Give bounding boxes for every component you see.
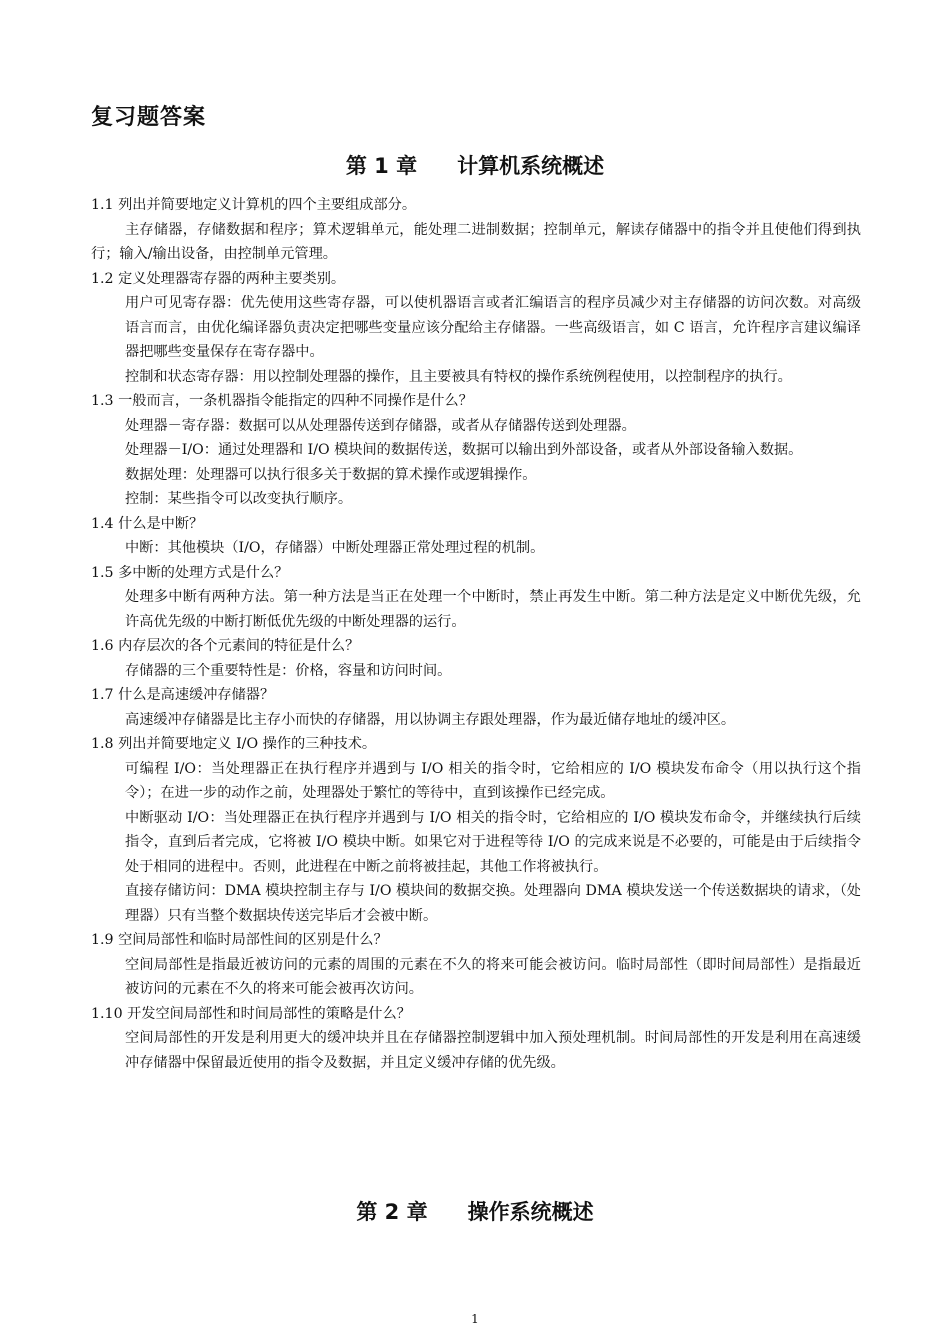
answer-paragraph: 存储器的三个重要特性是：价格，容量和访问时间。 <box>125 662 452 679</box>
qa-list <box>91 193 861 1075</box>
question: 1.9 空间局部性和临时局部性间的区别是什么？ <box>91 932 388 948</box>
chapter-1-heading <box>0 150 950 180</box>
question: 1.4 什么是中断？ <box>91 515 204 532</box>
answer-paragraph: 主存储器，存储数据和程序；算术逻辑单元，能处理二进制数据；控制单元，解读存储器中的指令并且使他们得到执行；输入/输出设备，由控制单元管理。 <box>91 221 861 262</box>
question: 1.10 开发空间局部性和时间局部性的策略是什么？ <box>91 1005 411 1022</box>
document-title: 复习题答案 <box>91 105 207 130</box>
question: 1.2 定义处理器寄存器的两种主要类别。 <box>91 270 346 287</box>
chapter-1-title: 计算机系统概述 <box>457 154 605 178</box>
answer-paragraph: 数据处理：处理器可以执行很多关于数据的算术操作或逻辑操作。 <box>125 466 537 483</box>
answer-paragraph: 直接存储访问：DMA 模块控制主存与 I/O 模块间的数据交换。处理器向 DMA 模块发送一个传送数据块的请求，（处理器）只有当整个数据块传送完毕后才会被中断。 <box>125 883 861 924</box>
question: 1.7 什么是高速缓冲存储器？ <box>91 687 275 703</box>
chapter-1-number: 第 1 章 <box>345 154 418 178</box>
answer-paragraph: 控制和状态寄存器：用以控制处理器的操作，且主要被具有特权的操作系统例程使用，以控制程序的执行。 <box>125 368 792 385</box>
chapter-2-title: 操作系统概述 <box>467 1200 594 1224</box>
answer-paragraph: 高速缓冲存储器是比主存小而快的存储器，用以协调主存跟处理器，作为最近储存地址的缓冲区。 <box>125 711 736 728</box>
page-number: 1 <box>471 1312 479 1326</box>
question: 1.6 内存层次的各个元素间的特征是什么？ <box>91 638 360 654</box>
answer-paragraph: 空间局部性是指最近被访问的元素的周围的元素在不久的将来可能会被访问。临时局部性（即时间局部性）是指最近被访问的元素在不久的将来可能会被再次访问。 <box>125 956 861 997</box>
answer-paragraph: 中断：其他模块（I/O，存储器）中断处理器正常处理过程的机制。 <box>125 540 545 556</box>
chapter-2-number: 第 2 章 <box>356 1200 428 1224</box>
question: 1.3 一般而言，一条机器指令能指定的四种不同操作是什么？ <box>91 393 473 409</box>
answer-paragraph: 空间局部性的开发是利用更大的缓冲块并且在存储器控制逻辑中加入预处理机制。时间局部性的开发是利用在高速缓冲存储器中保留最近使用的指令及数据，并且定义缓冲存储的优先级。 <box>125 1030 861 1071</box>
question: 1.1 列出并简要地定义计算机的四个主要组成部分。 <box>91 197 417 213</box>
question: 1.8 列出并简要地定义 I/O 操作的三种技术。 <box>91 736 377 752</box>
answer-paragraph: 可编程 I/O：当处理器正在执行程序并遇到与 I/O 相关的指令时，它给相应的 I/O 模块发布命令（用以执行这个指令）；在进一步的动作之前，处理器处于繁忙的等待中，直到该操作已经完成。 <box>125 760 861 801</box>
answer-paragraph: 中断驱动 I/O：当处理器正在执行程序并遇到与 I/O 相关的指令时，它给相应的 I/O 模块发布命令，并继续执行后续指令，直到后者完成，它将被 I/O 模块中断。如果它对于进程等待 I/O 的完成来说是不必要的，可能是由于后续指令处于相同的进程中。否则，此进程在中断之前将被挂起，其他工作将被执行。 <box>125 809 861 875</box>
question: 1.5 多中断的处理方式是什么？ <box>91 564 289 581</box>
answer-paragraph: 处理器－I/O：通过处理器和 I/O 模块间的数据传送，数据可以输出到外部设备，或者从外部设备输入数据。 <box>125 442 803 458</box>
chapter-2-heading <box>0 1196 950 1226</box>
answer-paragraph: 控制：某些指令可以改变执行顺序。 <box>125 491 353 507</box>
answer-paragraph: 处理器－寄存器：数据可以从处理器传送到存储器，或者从存储器传送到处理器。 <box>125 417 636 434</box>
answer-paragraph: 处理多中断有两种方法。第一种方法是当正在处理一个中断时，禁止再发生中断。第二种方法是定义中断优先级，允许高优先级的中断打断低优先级的中断处理器的运行。 <box>125 589 861 630</box>
answer-paragraph: 用户可见寄存器：优先使用这些寄存器，可以使机器语言或者汇编语言的程序员减少对主存储器的访问次数。对高级语言而言，由优化编译器负责决定把哪些变量应该分配给主存储器。一些高级语言，如 C 语言，允许程序言建议编译器把哪些变量保存在寄存器中。 <box>125 295 861 360</box>
